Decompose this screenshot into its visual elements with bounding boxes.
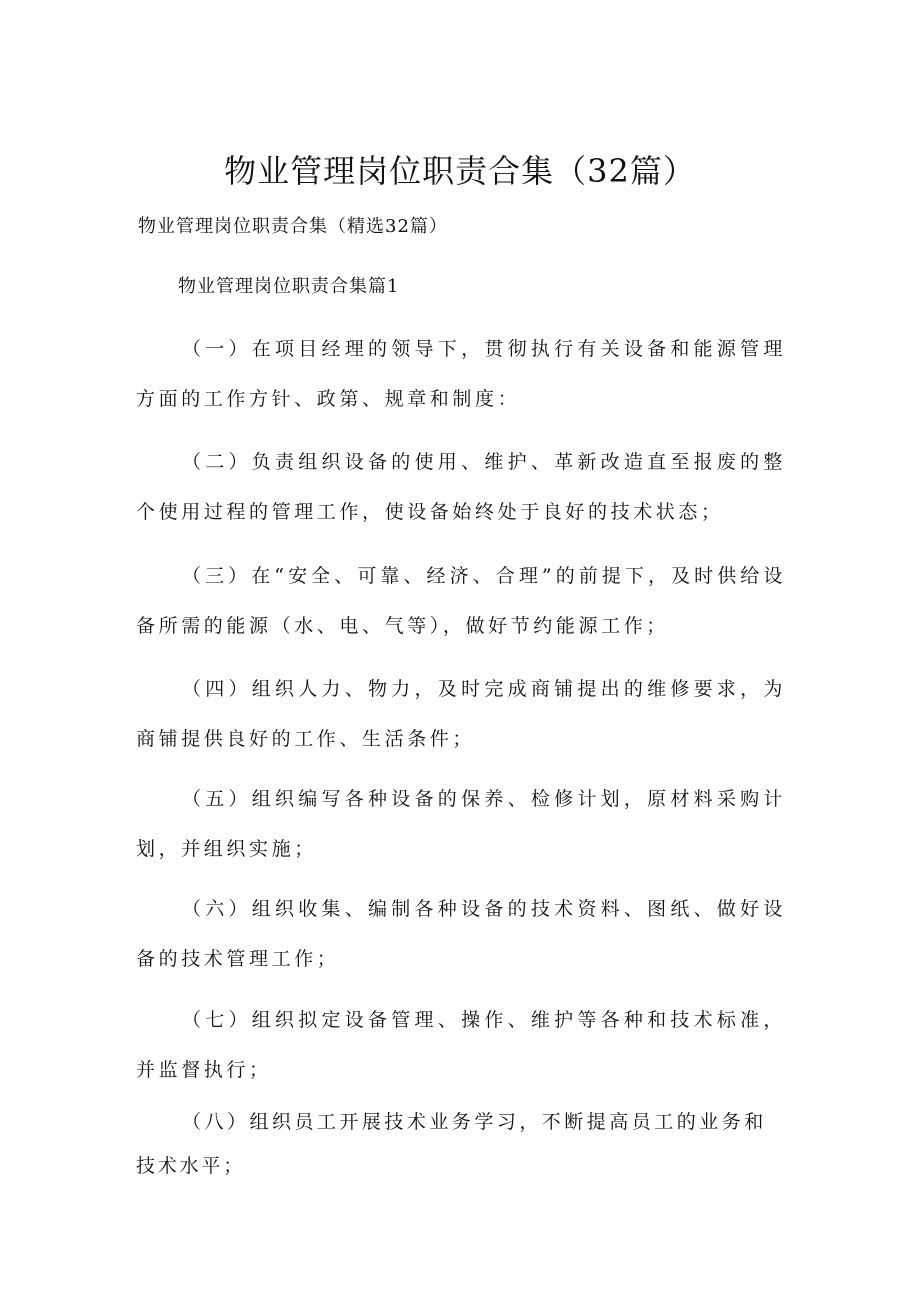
duty-paragraph-5: （五）组织编写各种设备的保养、检修计划，原材料采购计划，并组织实施； (136, 788, 786, 860)
duty-paragraph-2: （二）负责组织设备的使用、维护、革新改造直至报废的整个使用过程的管理工作，使设备始终处于良好的技术状态； (136, 451, 786, 523)
duty-paragraph-1: （一）在项目经理的领导下，贯彻执行有关设备和能源管理方面的工作方针、政第、规章和制度： (136, 338, 786, 410)
duty-paragraph-6: （六）组织收集、编制各种设备的技术资料、图纸、做好设备的技术管理工作； (136, 898, 786, 970)
section-heading: 物业管理岗位职责合集篇1 (178, 276, 400, 297)
duty-paragraph-4: （四）组织人力、物力，及时完成商铺提出的维修要求，为商铺提供良好的工作、生活条件； (136, 678, 786, 750)
duty-paragraph-8: （八）组织员工开展技术业务学习，不断提高员工的业务和技术水平； (136, 1111, 766, 1177)
duty-paragraph-3: （三）在“安全、可靠、经济、合理”的前提下，及时供给设备所需的能源（水、电、气等），做好节约能源工作； (136, 565, 786, 637)
document-title: 物业管理岗位职责合集（32篇） (224, 152, 696, 190)
document-subtitle: 物业管理岗位职责合集（精选32篇） (138, 216, 448, 237)
duty-paragraph-7: （七）组织拟定设备管理、操作、维护等各种和技术标准，并监督执行； (136, 1009, 786, 1081)
